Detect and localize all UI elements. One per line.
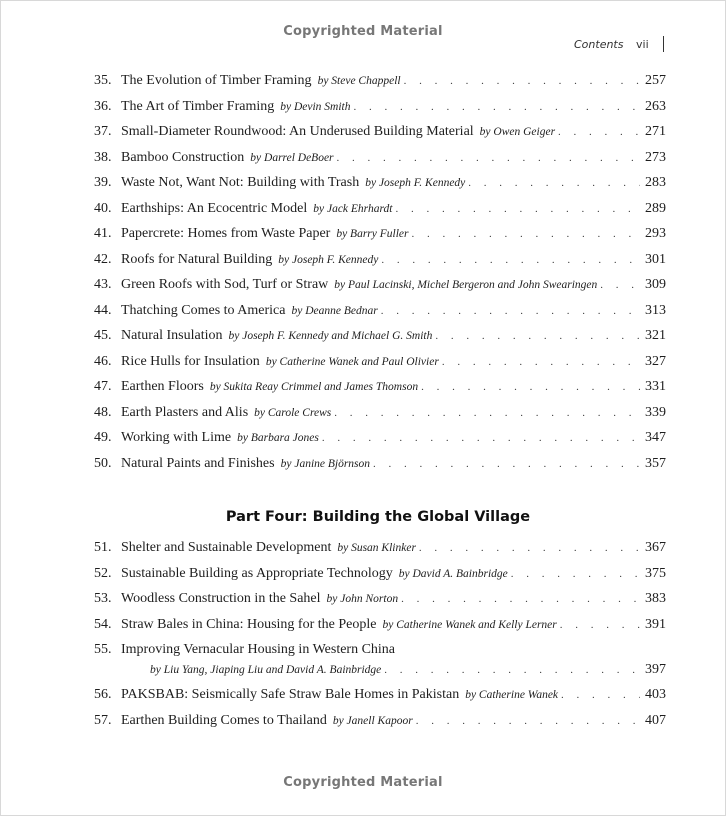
entry-page: 397: [645, 662, 666, 677]
entry-page: 263: [645, 98, 666, 114]
entry-page: 313: [645, 302, 666, 318]
copyright-notice-bottom: Copyrighted Material: [283, 775, 443, 790]
page-number: vii: [636, 38, 649, 51]
running-head-rule: [663, 36, 664, 52]
entry-title: Waste Not, Want Not: Building with Trash: [121, 175, 360, 190]
entry-title: Straw Bales in China: Housing for the People: [121, 616, 377, 632]
entry-number: 46.: [94, 353, 112, 369]
entry-author: by Carole Crews: [254, 406, 332, 419]
entry-page: 347: [645, 430, 666, 445]
toc-entry[interactable]: [94, 713, 666, 739]
entry-page: 331: [645, 379, 666, 394]
entry-author: by Catherine Wanek and Paul Olivier: [265, 355, 439, 368]
entry-author: by Catherine Wanek and Kelly Lerner: [382, 618, 557, 631]
toc-entry[interactable]: [94, 277, 666, 303]
toc-entry[interactable]: [94, 73, 666, 99]
dot-leader: [381, 254, 640, 266]
entry-page: 407: [645, 712, 666, 728]
running-head: [560, 36, 666, 54]
dot-leader: [373, 458, 640, 470]
entry-author: by David A. Bainbridge: [398, 567, 508, 580]
entry-author: by Darrel DeBoer: [250, 151, 334, 164]
entry-author: by Jack Ehrhardt: [313, 202, 393, 215]
entry-title: Green Roofs with Sod, Turf or Straw: [121, 277, 329, 292]
toc-entry[interactable]: [94, 150, 666, 176]
dot-leader: [435, 330, 640, 342]
toc-entry[interactable]: [94, 303, 666, 329]
entry-author: by Steve Chappell: [317, 75, 401, 87]
toc-entry[interactable]: [94, 642, 666, 687]
dot-leader: [354, 101, 641, 113]
entry-title: Bamboo Construction: [121, 149, 245, 165]
entry-title: The Art of Timber Framing: [121, 98, 275, 114]
entry-author: by Barbara Jones: [237, 432, 319, 444]
entry-number: 42.: [94, 251, 112, 267]
toc-entry[interactable]: [94, 99, 666, 125]
entry-author: by Catherine Wanek: [465, 689, 559, 701]
toc-entry[interactable]: [94, 405, 666, 431]
entry-page: 309: [645, 277, 666, 292]
entry-number: 50.: [94, 455, 112, 471]
entry-title: Natural Paints and Finishes: [121, 455, 275, 471]
entry-title: Woodless Construction in the Sahel: [121, 591, 321, 606]
entry-page: 339: [645, 404, 666, 420]
entry-page: 271: [645, 124, 666, 139]
dot-leader: [561, 689, 640, 701]
entry-title: Small-Diameter Roundwood: An Underused Building Material: [121, 124, 474, 139]
entry-number: 44.: [94, 302, 112, 318]
dot-leader: [337, 152, 640, 164]
dot-leader: [401, 593, 640, 605]
entry-number: 41.: [94, 226, 112, 241]
entry-author: by Barry Fuller: [336, 228, 409, 240]
entry-title: Improving Vernacular Housing in Western China: [121, 642, 396, 657]
entry-author: by Janell Kapoor: [332, 714, 413, 727]
entry-author: by Joseph F. Kennedy and Michael G. Smith: [228, 330, 433, 342]
entry-number: 55.: [94, 642, 112, 657]
toc-entry[interactable]: [94, 226, 666, 252]
entry-author: by Joseph F. Kennedy: [278, 253, 379, 266]
dot-leader: [395, 203, 640, 215]
entry-number: 47.: [94, 379, 112, 394]
entry-title: Thatching Comes to America: [121, 302, 286, 318]
entry-title: Earth Plasters and Alis: [121, 404, 249, 420]
entry-title: Roofs for Natural Building: [121, 251, 273, 267]
entry-author: by Liu Yang, Jiaping Liu and David A. Bainbridge: [150, 664, 382, 676]
entry-number: 51.: [94, 540, 112, 555]
entry-title: Rice Hulls for Insulation: [121, 353, 260, 369]
entry-author: by Joseph F. Kennedy: [365, 177, 466, 189]
entry-page: 383: [645, 591, 666, 606]
toc-entry[interactable]: [94, 328, 666, 354]
entry-title: The Evolution of Timber Framing: [121, 73, 312, 88]
dot-leader: [412, 228, 640, 240]
dot-leader: [334, 407, 640, 419]
entry-number: 37.: [94, 124, 112, 139]
copyright-notice-top: Copyrighted Material: [283, 24, 443, 39]
entry-number: 53.: [94, 591, 112, 606]
entry-author: by Paul Lacinski, Michel Bergeron and John Swearingen: [334, 279, 598, 291]
dot-leader: [381, 305, 640, 317]
dot-leader: [416, 715, 640, 727]
entry-number: 39.: [94, 175, 112, 190]
running-head-section: Contents: [574, 38, 624, 51]
toc-entry[interactable]: [94, 540, 666, 566]
entry-author: by John Norton: [326, 593, 399, 605]
entry-page: 321: [645, 328, 666, 343]
toc-entry[interactable]: [94, 687, 666, 713]
entry-page: 293: [645, 226, 666, 241]
toc-entry[interactable]: [94, 201, 666, 227]
entry-author: by Devin Smith: [280, 100, 351, 113]
toc-entry[interactable]: [94, 566, 666, 592]
dot-leader: [322, 432, 640, 444]
entry-number: 45.: [94, 328, 112, 343]
entry-page: 257: [645, 73, 666, 88]
toc-entry[interactable]: [94, 379, 666, 405]
entry-author: by Deanne Bednar: [291, 304, 378, 317]
entry-author: by Janine Björnson: [280, 457, 371, 470]
entry-page: 273: [645, 149, 666, 165]
entry-author: by Sukita Reay Crimmel and James Thomson: [209, 381, 419, 393]
toc-entry[interactable]: [94, 124, 666, 150]
entry-number: 54.: [94, 616, 112, 632]
entry-title: PAKSBAB: Seismically Safe Straw Bale Homes in Pakistan: [121, 687, 460, 702]
entry-number: 43.: [94, 277, 112, 292]
entry-author: by Owen Geiger: [479, 126, 556, 138]
toc-list-part-four: [94, 540, 666, 738]
toc-entry[interactable]: [94, 252, 666, 278]
entry-number: 48.: [94, 404, 112, 420]
toc-entry[interactable]: [94, 456, 666, 482]
dot-leader: [442, 356, 640, 368]
toc-entry[interactable]: [94, 617, 666, 643]
dot-leader: [421, 381, 640, 393]
entry-number: 52.: [94, 565, 112, 581]
entry-number: 56.: [94, 687, 112, 702]
entry-number: 38.: [94, 149, 112, 165]
dot-leader: [600, 279, 640, 291]
entry-page: 301: [645, 251, 666, 267]
dot-leader: [404, 75, 640, 87]
entry-title: Earthen Floors: [121, 379, 204, 394]
toc-entry[interactable]: [94, 354, 666, 380]
entry-page: 289: [645, 200, 666, 216]
entry-author: by Susan Klinker: [337, 542, 416, 554]
entry-title: Sustainable Building as Appropriate Technology: [121, 565, 393, 581]
entry-number: 57.: [94, 712, 112, 728]
dot-leader: [511, 568, 640, 580]
entry-page: 403: [645, 687, 666, 702]
toc-entry[interactable]: [94, 430, 666, 456]
part-four-heading: Part Four: Building the Global Village: [225, 509, 531, 525]
entry-number: 35.: [94, 73, 112, 88]
entry-title: Earthen Building Comes to Thailand: [121, 712, 327, 728]
entry-page: 327: [645, 353, 666, 369]
dot-leader: [419, 542, 640, 554]
entry-number: 49.: [94, 430, 112, 445]
entry-title: Working with Lime: [121, 430, 232, 445]
entry-number: 40.: [94, 200, 112, 216]
entry-page: 367: [645, 540, 666, 555]
dot-leader: [384, 664, 640, 676]
entry-page: 391: [645, 616, 666, 632]
toc-entry[interactable]: [94, 591, 666, 617]
entry-page: 357: [645, 455, 666, 471]
entry-page: 283: [645, 175, 666, 190]
dot-leader: [468, 177, 640, 189]
entry-title: Natural Insulation: [121, 328, 223, 343]
entry-title: Papercrete: Homes from Waste Paper: [121, 226, 331, 241]
dot-leader: [560, 619, 640, 631]
entry-title: Earthships: An Ecocentric Model: [121, 200, 308, 216]
dot-leader: [558, 126, 640, 138]
toc-list-part-three: [94, 73, 666, 481]
entry-number: 36.: [94, 98, 112, 114]
entry-page: 375: [645, 565, 666, 581]
entry-title: Shelter and Sustainable Development: [121, 540, 332, 555]
toc-entry[interactable]: [94, 175, 666, 201]
